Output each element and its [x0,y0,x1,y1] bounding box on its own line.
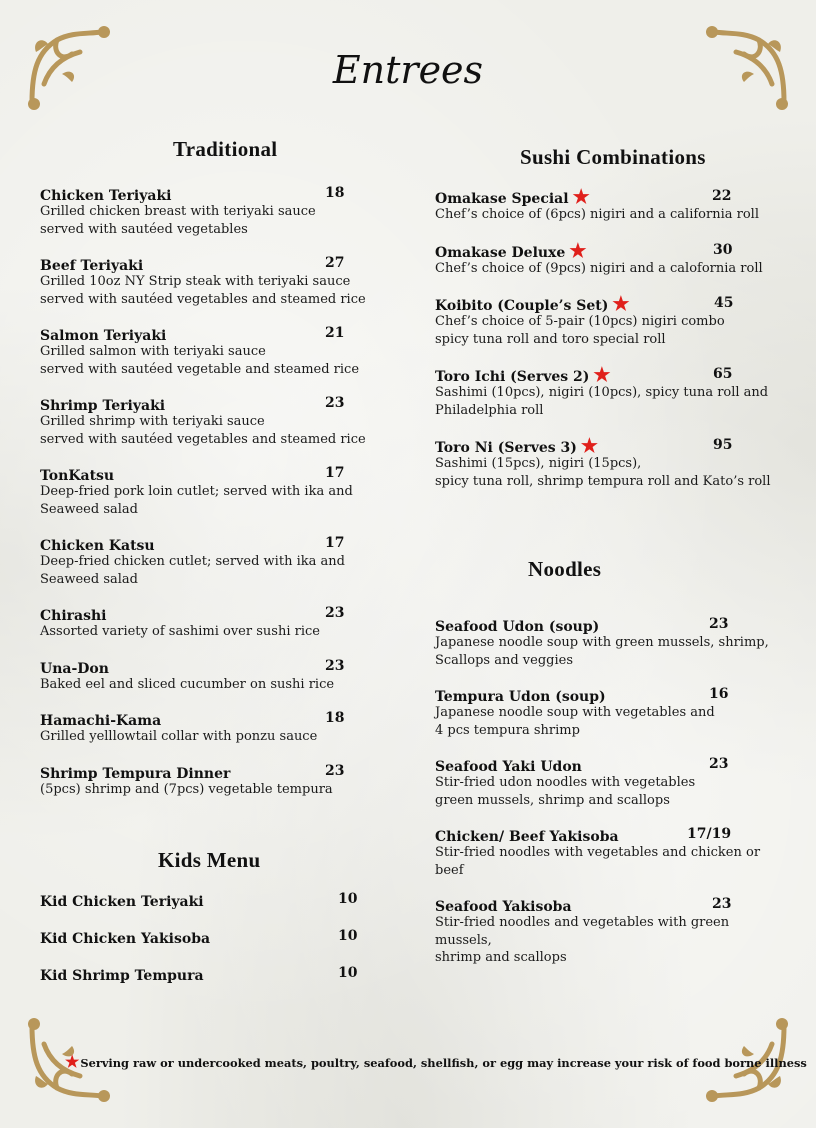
item-description: Sashimi (10pcs), nigiri (10pcs), spicy tuna roll and Philadelphia roll [435,385,769,418]
raw-warning-star-icon: ★ [580,435,598,457]
item-name: Koibito (Couple’s Set) [435,298,609,314]
item-name: Omakase Special [435,191,569,207]
menu-item [435,616,785,669]
item-name: Seafood Yaki Udon [435,759,582,775]
item-price: 10 [338,965,358,981]
item-price: 23 [712,896,732,912]
menu-item [435,295,785,348]
sushi-heading: Sushi Combinations [520,145,706,169]
item-description: Japanese noodle soup with vegetables and 4 pcs tempura shrimp [435,705,715,738]
item-price: 23 [325,657,345,674]
item-description: Deep-fried chicken cutlet; served with ika and Seaweed salad [40,554,345,587]
menu-item [40,255,370,308]
item-price: 23 [709,616,729,632]
item-name: Kid Shrimp Tempura [40,968,204,984]
menu-item [40,465,370,518]
item-description: Stir-fried udon noodles with vegetables green mussels, shrimp and scallops [435,775,696,808]
raw-warning-star-icon: ★ [593,364,611,386]
menu-item [40,891,370,909]
item-description: (5pcs) shrimp and (7pcs) vegetable tempura [40,781,333,797]
menu-item [40,763,370,799]
menu-item [40,395,370,448]
item-description: Stir-fried noodles and vegetables with green mussels, shrimp and scallops [435,915,730,965]
menu-item [435,366,785,419]
menu-item [40,325,370,378]
item-description: Sashimi (15pcs), nigiri (15pcs), spicy tuna roll, shrimp tempura roll and Kato’s roll [435,456,771,489]
menu-item [435,826,785,879]
menu-item [435,896,785,967]
item-description: Grilled chicken breast with teriyaki sauce served with sautéed vegetables [40,204,316,237]
raw-warning-star-icon: ★ [569,239,587,262]
menu-item [40,965,370,983]
item-description: Chef’s choice of (6pcs) nigiri and a california roll [435,207,759,222]
kids-heading: Kids Menu [158,848,261,872]
item-name: Kid Chicken Teriyaki [40,894,204,910]
noodles-heading: Noodles [528,557,602,581]
kids-list [40,891,370,1002]
item-name: Chicken Katsu [40,538,155,554]
traditional-heading: Traditional [173,137,278,161]
disclaimer-text: Serving raw or undercooked meats, poultry, seafood, shellfish, or egg may increase your risk of food borne illness [80,1056,807,1070]
item-description: Grilled salmon with teriyaki sauce served with sautéed vegetable and steamed rice [40,344,360,377]
item-price: 16 [709,686,729,702]
sushi-list [435,188,785,508]
item-name: Hamachi-Kama [40,713,162,729]
menu-item [40,710,370,746]
raw-warning-star-icon: ★ [572,186,590,208]
item-price: 27 [325,255,345,271]
raw-warning-star-icon: ★ [65,1052,80,1071]
item-name: Shrimp Teriyaki [40,398,166,414]
item-price: 18 [325,710,345,726]
noodles-list [435,616,785,984]
menu-item [40,658,370,694]
item-price: 23 [325,395,345,411]
item-description: Stir-fried noodles with vegetables and chicken or beef [435,845,761,878]
item-name: Chicken Teriyaki [40,188,172,204]
item-description: Grilled yelllowtail collar with ponzu sauce [40,729,318,744]
item-description: Chef’s choice of (9pcs) nigiri and a calofornia roll [435,260,763,276]
item-price: 17 [325,465,345,481]
item-name: Seafood Yakisoba [435,899,572,915]
item-name: Toro Ni (Serves 3) [435,440,577,456]
menu-item [435,756,785,809]
item-name: Una-Don [40,660,109,677]
menu-item [40,185,370,238]
menu-item [40,605,370,641]
item-price: 23 [709,756,729,772]
item-name: Kid Chicken Yakisoba [40,931,211,947]
item-price: 18 [325,185,345,201]
item-price: 17/19 [687,826,732,842]
item-price: 65 [713,366,733,382]
item-description: Chef’s choice of 5-pair (10pcs) nigiri combo spicy tuna roll and toro special roll [435,314,725,347]
item-name: Tempura Udon (soup) [435,689,606,705]
item-price: 21 [325,325,345,341]
item-description: Grilled shrimp with teriyaki sauce served with sautéed vegetables and steamed rice [40,414,366,447]
item-name: Salmon Teriyaki [40,328,167,344]
menu-item [40,535,370,588]
item-name: Chirashi [40,608,107,624]
item-price: 45 [714,295,734,311]
item-description: Deep-fried pork loin cutlet; served with ika and Seaweed salad [40,484,353,517]
item-price: 22 [712,188,732,204]
item-price: 17 [325,535,345,551]
item-description: Japanese noodle soup with green mussels, shrimp, Scallops and veggies [435,635,769,668]
page-title: Entrees [332,48,484,92]
menu-item [435,686,785,739]
menu-item [40,928,370,946]
item-name: Seafood Udon (soup) [435,619,600,635]
item-price: 95 [713,437,733,453]
item-price: 30 [713,241,733,258]
item-name: Toro Ichi (Serves 2) [435,369,590,385]
menu-item [435,437,785,490]
menu-item [435,239,785,278]
item-price: 23 [325,762,345,779]
item-price: 10 [338,891,358,907]
raw-food-disclaimer [65,1052,807,1071]
item-name: TonKatsu [40,468,115,484]
item-name: Omakase Deluxe [435,244,566,261]
item-name: Beef Teriyaki [40,258,144,274]
raw-warning-star-icon: ★ [612,293,630,315]
traditional-list [40,185,370,815]
item-description: Assorted variety of sashimi over sushi rice [40,624,320,639]
item-price: 23 [325,605,345,621]
item-price: 10 [338,928,358,944]
menu-item [435,188,785,224]
item-name: Shrimp Tempura Dinner [40,765,231,782]
item-description: Grilled 10oz NY Strip steak with teriyaki sauce served with sautéed vegetables and steamed rice [40,274,366,307]
item-description: Baked eel and sliced cucumber on sushi rice [40,676,335,692]
item-name: Chicken/ Beef Yakisoba [435,829,619,845]
